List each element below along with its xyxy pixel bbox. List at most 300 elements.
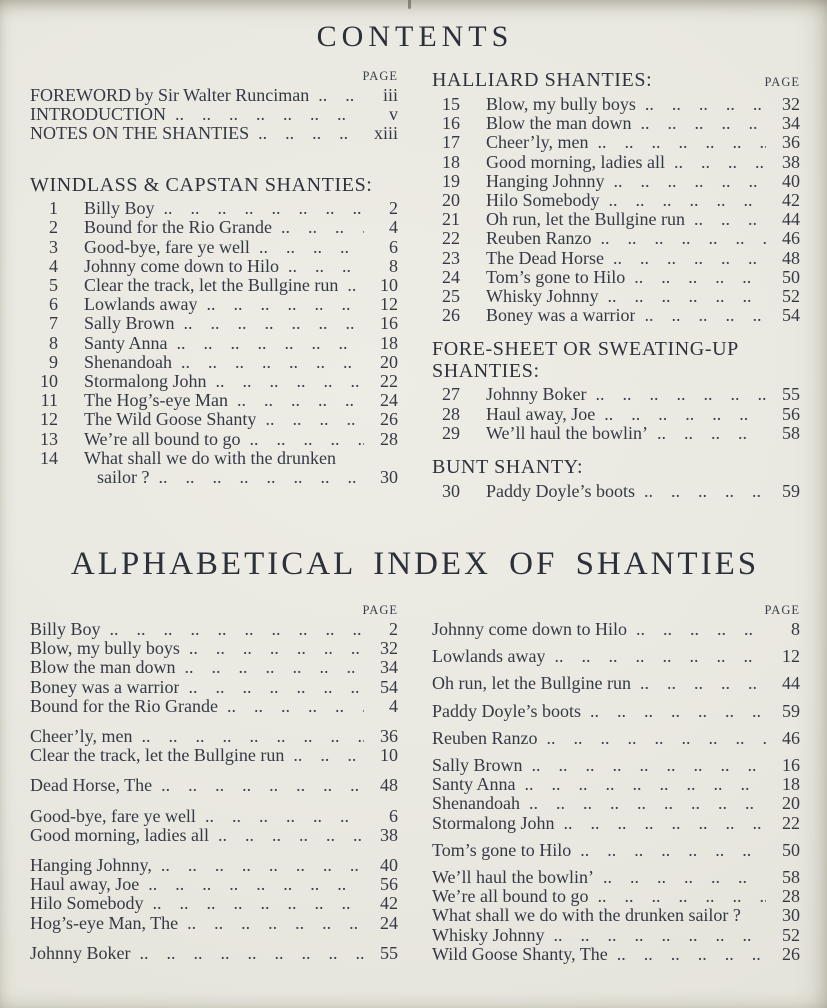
index-letter-group — [432, 620, 800, 639]
entry-title: Blow the man down — [30, 658, 176, 678]
index-letter-group — [432, 841, 800, 860]
toc-entry — [432, 906, 800, 925]
entry-page: 54 — [782, 305, 800, 326]
index-left-column — [30, 604, 398, 974]
entry-page: 10 — [380, 745, 398, 766]
entry-title: FOREWORD by Sir Walter Runciman — [30, 86, 310, 105]
toc-entry — [432, 756, 800, 775]
entry-title: We’ll haul the bowlin’ — [432, 868, 595, 888]
dot-leader — [197, 295, 364, 314]
toc-entry — [30, 105, 398, 124]
entry-title: Sally Brown — [84, 314, 175, 334]
entry-page: 46 — [782, 727, 800, 748]
entry-number: 8 — [49, 332, 58, 353]
dot-leader — [587, 385, 767, 404]
entry-title: What shall we do with the drunken sailor ? — [432, 906, 741, 926]
entry-number: 5 — [49, 274, 58, 295]
entry-title: Johnny Boker — [486, 385, 587, 405]
toc-entry — [30, 430, 398, 449]
entry-page: 28 — [380, 428, 398, 449]
entry-page: 12 — [782, 646, 800, 667]
toc-entry — [30, 449, 398, 468]
entry-page: 42 — [782, 190, 800, 211]
toc-entry — [30, 944, 398, 963]
section-heading-row — [432, 70, 800, 92]
entry-number: 16 — [442, 113, 460, 134]
entry-page: v — [389, 104, 398, 125]
dot-leader — [608, 945, 766, 964]
entry-page: 8 — [389, 255, 398, 276]
entry-page: 26 — [782, 943, 800, 964]
toc-entry — [30, 353, 398, 372]
entry-title: Whisky Johnny — [486, 287, 599, 307]
entry-title: Blow, my bully boys — [486, 95, 636, 114]
toc-entry — [30, 875, 398, 894]
entry-page: 24 — [380, 912, 398, 933]
entry-number: 4 — [49, 255, 58, 276]
entry-number: 14 — [40, 447, 58, 468]
dot-leader — [589, 887, 766, 906]
entry-page: 6 — [389, 805, 398, 826]
dot-leader — [516, 775, 767, 794]
dot-leader — [665, 153, 766, 172]
dot-leader — [338, 276, 364, 295]
entry-title: Hanging Johnny — [486, 171, 605, 191]
index-letter-group — [432, 674, 800, 693]
entry-page: 22 — [782, 812, 800, 833]
entry-title: We’re all bound to go — [84, 429, 241, 449]
dot-leader — [152, 776, 364, 795]
toc-entry — [432, 385, 800, 404]
entry-title: Bound for the Rio Grande — [84, 218, 272, 238]
page-column-label: PAGE — [764, 603, 800, 617]
entry-title: Clear the track, let the Bullgine run — [84, 275, 339, 295]
alphabetical-index-section — [30, 544, 800, 974]
entry-title: Paddy Doyle’s boots — [432, 701, 582, 721]
entry-title: Tom’s gone to Hilo — [486, 267, 626, 287]
entry-page: 18 — [380, 332, 398, 353]
entry-title: Good-bye, fare ye well — [30, 806, 196, 826]
toc-entry — [432, 133, 800, 152]
dot-leader — [309, 86, 364, 105]
entry-title: Bound for the Rio Grande — [30, 696, 218, 716]
entry-number: 22 — [442, 228, 460, 249]
toc-entry — [432, 172, 800, 191]
dot-leader — [218, 697, 364, 716]
toc-entry — [432, 887, 800, 906]
toc-entry — [30, 776, 398, 795]
entry-page: 26 — [380, 409, 398, 430]
entry-number: 10 — [40, 370, 58, 391]
toc-section — [432, 70, 800, 325]
entry-page: 42 — [380, 893, 398, 914]
dot-leader — [594, 868, 766, 887]
section-heading: HALLIARD SHANTIES: — [432, 69, 653, 91]
index-right-column — [432, 604, 800, 972]
entry-number: 7 — [49, 313, 58, 334]
dot-leader — [632, 114, 767, 133]
dot-leader — [149, 468, 364, 487]
entry-number: 11 — [40, 390, 58, 411]
entry-title: Johnny Boker — [30, 943, 131, 963]
entry-title: Haul away, Joe — [486, 404, 596, 424]
dot-leader — [196, 807, 364, 826]
entry-page: 55 — [782, 384, 800, 405]
toc-entry — [30, 620, 398, 639]
entry-page: 40 — [782, 170, 800, 191]
entry-number: 15 — [442, 94, 460, 114]
entry-page: 52 — [782, 924, 800, 945]
entry-page: xiii — [373, 123, 398, 144]
entry-page: 44 — [782, 209, 800, 230]
contents-left-sections — [30, 175, 398, 488]
dot-leader — [545, 647, 766, 666]
entry-title: Blow the man down — [486, 114, 632, 134]
entry-number: 30 — [442, 480, 460, 501]
entry-number: 2 — [49, 217, 58, 238]
entry-page: 32 — [380, 638, 398, 659]
entry-title: Billy Boy — [84, 199, 155, 219]
entry-title: We’re all bound to go — [432, 887, 589, 907]
index-letter-group — [30, 807, 398, 845]
toc-entry — [30, 856, 398, 875]
toc-entry — [30, 678, 398, 697]
entry-page: 30 — [782, 905, 800, 926]
section-heading-row — [30, 175, 398, 197]
dot-leader — [168, 334, 365, 353]
dot-leader — [176, 658, 365, 677]
entry-page: 59 — [782, 700, 800, 721]
entry-title: We’ll haul the bowlin’ — [486, 423, 649, 443]
entry-title: INTRODUCTION — [30, 105, 166, 125]
toc-entry — [432, 620, 800, 639]
entry-title: Billy Boy — [30, 620, 101, 639]
entry-title: Hanging Johnny, — [30, 856, 152, 876]
section-heading: WINDLASS & CAPSTAN SHANTIES: — [30, 173, 373, 196]
entry-title: Hilo Somebody — [486, 191, 600, 211]
entry-title: Tom’s gone to Hilo — [432, 840, 572, 860]
toc-entry — [432, 95, 800, 114]
entry-title: Good-bye, fare ye well — [84, 237, 250, 257]
entry-page: 28 — [782, 886, 800, 907]
entry-page: 48 — [782, 247, 800, 268]
entry-title: Reuben Ranzo — [486, 229, 592, 249]
toc-section — [432, 339, 800, 443]
toc-entry — [432, 945, 800, 964]
dot-leader — [175, 314, 364, 333]
dot-leader — [101, 620, 364, 639]
dot-leader — [631, 674, 766, 693]
dot-leader — [272, 218, 364, 237]
entry-title: Shenandoah — [432, 794, 520, 814]
index-letter-group — [432, 756, 800, 833]
entry-page: 20 — [782, 793, 800, 814]
toc-entry — [432, 702, 800, 721]
entry-title: Johnny come down to Hilo — [432, 620, 627, 639]
toc-entry — [432, 306, 800, 325]
index-left-groups — [30, 620, 398, 963]
page-column-label: PAGE — [764, 75, 800, 89]
section-heading-row — [432, 457, 800, 479]
entry-number: 18 — [442, 151, 460, 172]
entry-title: Good morning, ladies all — [486, 152, 665, 172]
toc-entry — [30, 238, 398, 257]
entry-title: Shenandoah — [84, 352, 172, 372]
entry-page: 4 — [389, 695, 398, 716]
entry-title: Hog’s-eye Man, The — [30, 913, 179, 933]
entry-title: Lowlands away — [432, 647, 546, 667]
toc-entry — [30, 826, 398, 845]
toc-entry — [432, 674, 800, 693]
entry-title: Sally Brown — [432, 756, 523, 776]
index-letter-group — [432, 868, 800, 964]
contents-right-column — [432, 70, 800, 501]
contents-section — [30, 20, 800, 501]
dot-leader — [581, 702, 766, 721]
entry-page: 50 — [782, 266, 800, 287]
toc-entry — [432, 114, 800, 133]
dot-leader — [537, 729, 766, 748]
dot-leader — [636, 95, 766, 114]
entry-title: Paddy Doyle’s boots — [486, 481, 636, 501]
toc-entry — [30, 894, 398, 913]
toc-entry — [30, 334, 398, 353]
dot-leader — [555, 814, 766, 833]
toc-entry — [30, 124, 398, 143]
index-letter-group — [30, 776, 398, 795]
index-letter-group — [432, 729, 800, 748]
entry-title: The Hog’s-eye Man — [84, 391, 228, 411]
dot-leader — [180, 639, 364, 658]
toc-entry — [30, 639, 398, 658]
entry-page: 58 — [782, 867, 800, 888]
toc-entry — [432, 287, 800, 306]
entry-page: 50 — [782, 839, 800, 860]
toc-entry — [30, 914, 398, 933]
dot-leader — [209, 826, 364, 845]
dot-leader — [591, 229, 766, 248]
entry-title: What shall we do with the drunken — [84, 448, 336, 468]
dot-leader — [685, 210, 766, 229]
toc-entry-continued — [30, 468, 398, 487]
entry-number: 12 — [40, 409, 58, 430]
dot-leader — [545, 926, 767, 945]
toc-entry — [30, 295, 398, 314]
entry-page: 2 — [389, 198, 398, 219]
index-title: ALPHABETICAL INDEX OF SHANTIES — [70, 546, 760, 582]
entry-title: Whisky Johnny — [432, 925, 545, 945]
entry-page: 59 — [782, 480, 800, 501]
scan-artifact-mark — [408, 0, 411, 9]
dot-leader — [588, 133, 766, 152]
toc-entry — [432, 647, 800, 666]
entry-title: Reuben Ranzo — [432, 728, 538, 748]
front-matter-list — [30, 86, 398, 144]
toc-entry — [432, 775, 800, 794]
toc-entry — [30, 314, 398, 333]
entry-number: 23 — [442, 247, 460, 268]
entry-page: 44 — [782, 673, 800, 694]
toc-entry — [30, 276, 398, 295]
dot-leader — [131, 944, 365, 963]
toc-entry — [30, 86, 398, 105]
dot-leader — [249, 124, 364, 143]
entry-number: 3 — [49, 236, 58, 257]
entry-page: 32 — [782, 94, 800, 114]
entry-title: The Wild Goose Shanty — [84, 410, 257, 430]
toc-entry — [432, 210, 800, 229]
toc-entry — [30, 391, 398, 410]
page-column-label: PAGE — [362, 69, 398, 83]
toc-entry — [432, 424, 800, 443]
entry-page: 56 — [380, 874, 398, 895]
entry-page: 40 — [380, 855, 398, 876]
entry-page: 6 — [389, 236, 398, 257]
dot-leader — [228, 391, 364, 410]
entry-title: Cheer’ly, men — [486, 133, 589, 153]
dot-leader — [605, 172, 767, 191]
entry-number: 28 — [442, 403, 460, 424]
entry-number: 19 — [442, 170, 460, 191]
toc-entry — [432, 405, 800, 424]
entry-page: 20 — [380, 351, 398, 372]
dot-leader — [152, 856, 364, 875]
entry-page: 38 — [782, 151, 800, 172]
dot-leader — [256, 410, 364, 429]
entry-number: 21 — [442, 209, 460, 230]
entry-page: 8 — [791, 619, 800, 639]
dot-leader — [207, 372, 364, 391]
dot-leader — [172, 353, 364, 372]
dot-leader — [155, 199, 364, 218]
entry-page: 2 — [389, 619, 398, 639]
entry-page: 34 — [782, 113, 800, 134]
entry-number: 17 — [442, 132, 460, 153]
dot-leader — [139, 875, 364, 894]
entry-title: Stormalong John — [84, 371, 207, 391]
dot-leader — [144, 894, 364, 913]
dot-leader — [635, 482, 766, 501]
toc-entry — [432, 868, 800, 887]
toc-entry — [432, 729, 800, 748]
entry-page: 46 — [782, 228, 800, 249]
toc-entry — [30, 697, 398, 716]
entry-number: 9 — [49, 351, 58, 372]
entry-number: 6 — [49, 294, 58, 315]
entry-page: 4 — [389, 217, 398, 238]
toc-entry — [432, 249, 800, 268]
entry-title: Clear the track, let the Bullgine run — [30, 746, 285, 766]
contents-title: CONTENTS — [316, 20, 514, 53]
entry-title: Good morning, ladies all — [30, 825, 209, 845]
entry-title: sailor ? — [97, 467, 150, 487]
entry-title: NOTES ON THE SHANTIES — [30, 124, 250, 144]
entry-page: 58 — [782, 422, 800, 443]
entry-page: 18 — [782, 774, 800, 795]
entry-number: 27 — [442, 384, 460, 405]
entry-page: 54 — [380, 676, 398, 697]
dot-leader — [600, 191, 766, 210]
toc-section — [432, 457, 800, 501]
dot-leader — [523, 756, 766, 775]
entry-page: 38 — [380, 824, 398, 845]
entry-number: 29 — [442, 422, 460, 443]
toc-entry — [30, 746, 398, 765]
toc-entry — [30, 257, 398, 276]
toc-entry — [30, 410, 398, 429]
toc-entry — [30, 807, 398, 826]
entry-page: iii — [382, 85, 398, 105]
entry-title: Santy Anna — [84, 333, 168, 353]
entry-number: 13 — [40, 428, 58, 449]
dot-leader — [241, 430, 364, 449]
entry-page: 36 — [380, 726, 398, 747]
toc-entry — [30, 218, 398, 237]
entry-title: Blow, my bully boys — [30, 639, 180, 659]
entry-page: 48 — [380, 775, 398, 796]
toc-entry — [30, 199, 398, 218]
entry-title: Stormalong John — [432, 813, 555, 833]
dot-leader — [571, 841, 766, 860]
toc-entry — [30, 658, 398, 677]
dot-leader — [627, 620, 766, 639]
entry-number: 26 — [442, 305, 460, 326]
toc-entry — [432, 794, 800, 813]
entry-page: 55 — [380, 942, 398, 963]
dot-leader — [279, 257, 364, 276]
dot-leader — [648, 424, 766, 443]
entry-title: Cheer’ly, men — [30, 727, 133, 747]
entry-title: Boney was a warrior — [486, 306, 636, 326]
index-letter-group — [30, 944, 398, 963]
entry-title: Wild Goose Shanty, The — [432, 944, 608, 964]
toc-entry — [432, 191, 800, 210]
toc-entry — [432, 229, 800, 248]
dot-leader — [595, 405, 766, 424]
entry-page: 16 — [380, 313, 398, 334]
index-letter-group — [432, 647, 800, 666]
contents-left-column — [30, 70, 398, 487]
toc-entry — [432, 814, 800, 833]
dot-leader — [132, 727, 364, 746]
toc-entry — [30, 727, 398, 746]
toc-entry — [432, 268, 800, 287]
dot-leader — [284, 746, 364, 765]
entry-number: 25 — [442, 286, 460, 307]
index-letter-group — [432, 702, 800, 721]
page-column-label: PAGE — [362, 603, 398, 617]
entry-page: 30 — [380, 466, 398, 487]
toc-entry — [432, 841, 800, 860]
dot-leader — [625, 268, 766, 287]
entry-page: 34 — [380, 657, 398, 678]
entry-number: 20 — [442, 190, 460, 211]
entry-title: Santy Anna — [432, 775, 516, 795]
dot-leader — [635, 306, 766, 325]
toc-entry — [432, 482, 800, 501]
entry-title: Lowlands away — [84, 295, 198, 315]
section-heading: FORE-SHEET OR SWEATING-UP SHANTIES: — [432, 338, 739, 382]
dot-leader — [166, 105, 364, 124]
entry-title: Dead Horse, The — [30, 776, 153, 796]
dot-leader — [604, 249, 766, 268]
entry-title: Oh run, let the Bullgine run — [432, 674, 631, 694]
entry-page: 10 — [380, 274, 398, 295]
entry-number: 1 — [49, 198, 58, 219]
entry-page: 16 — [782, 755, 800, 776]
toc-entry — [432, 153, 800, 172]
dot-leader — [520, 794, 766, 813]
